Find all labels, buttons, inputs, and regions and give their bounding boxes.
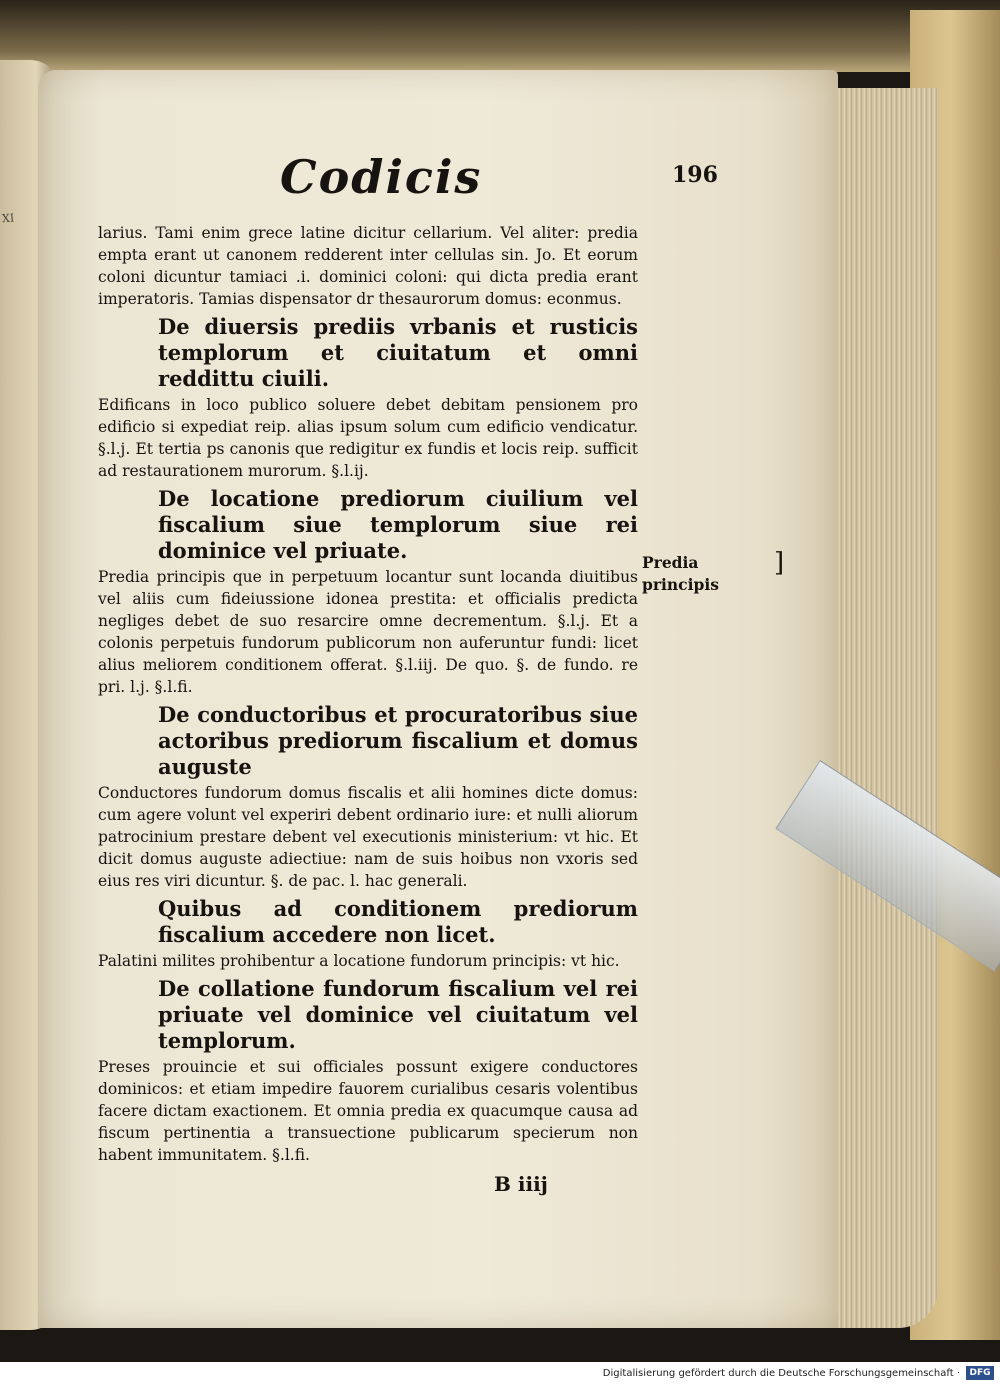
rubric-heading: De diuersis prediis vrbanis et rusticis templorum et ciuitatum et omni reddittu ciuili. <box>158 314 638 391</box>
book-cover-top <box>0 0 1000 72</box>
rubric-heading: De locatione prediorum ciuilium vel fiscalium siue templorum siue rei dominice vel priuate. <box>158 486 638 563</box>
text-block: larius. Tami enim grece latine dicitur cellarium. Vel aliter: predia empta erant ut canonem redderent inter cellulas sin. Jo. Et eorum coloni dicuntur tamiaci .i. dominici coloni: qui dicta predia erant imperatoris. Tamias dispensator dr thesaurorum domus: econmus. <box>98 224 638 308</box>
footer-bar <box>0 1362 1000 1385</box>
running-title: Codicis <box>280 150 483 204</box>
rubric-heading: De conductoribus et procuratoribus siue actoribus prediorum fiscalium et domus auguste <box>158 702 638 779</box>
dfg-logo-icon: DFG <box>966 1366 994 1380</box>
marginal-note: Predia principis <box>642 553 719 594</box>
text-block: Palatini milites prohibentur a locatione fundorum principis: vt hic. <box>98 952 620 970</box>
margin-bracket-icon: ] <box>774 548 785 578</box>
text-block: Edificans in loco publico soluere debet debitam pensionem pro edificio si expediat reip. alias ipsum solum cum edificio vendicatur. §.l.j. Et tertia ps canonis que redigitur ex fundis et locis reip. sufficit ad restaurationem murorum. §.l.ij. <box>98 396 638 480</box>
footer-credit: Digitalisierung gefördert durch die Deutsche Forschungsgemeinschaft · <box>602 1368 960 1379</box>
text-block: Predia principis que in perpetuum locantur sunt locanda diuitibus vel aliis cum fideiussione idonea prestita: et officialis predicta negliges debet de suo resarcire omne decrementum. §.l.j. Et a colonis perpetuis fundorum publicorum non auferuntur fundi: licet alius meliorem conditionem offerat. §.l.iij. De quo. §. de fundo. re pri. l.j. §.l.fi. <box>98 568 638 696</box>
body-text <box>98 222 638 1166</box>
text-block: Preses prouincie et sui officiales possunt exigere conductores dominicos: et etiam impedire fauorem curialibus cesaris volentibus facere dictam exactionem. Et omnia predia ex quacumque causa ad fiscum pertinentia a transuectione publicarum specierum non habent immunitatem. §.l.fi. <box>98 1058 638 1164</box>
text-block: Conductores fundorum domus fiscalis et alii homines dicte domus: cum agere volunt vel experiri debent ordinario iure: et nulli aliorum patrocinium prestare debent vel executionis ministerium: vt hic. Et dicit domus auguste adiectiue: nam de suis hoibus non vxoris sed eius res viri dicuntur. §. de pac. l. hac generali. <box>98 784 638 890</box>
left-page-text: XI <box>1 211 15 226</box>
rubric-heading: De collatione fundorum fiscalium vel rei priuate vel dominice vel ciuitatum vel templorum. <box>158 976 638 1053</box>
folio-number: 196 <box>672 162 718 188</box>
signature-mark: B iiij <box>494 1172 548 1196</box>
rubric-heading: Quibus ad conditionem prediorum fiscalium accedere non licet. <box>158 896 638 947</box>
